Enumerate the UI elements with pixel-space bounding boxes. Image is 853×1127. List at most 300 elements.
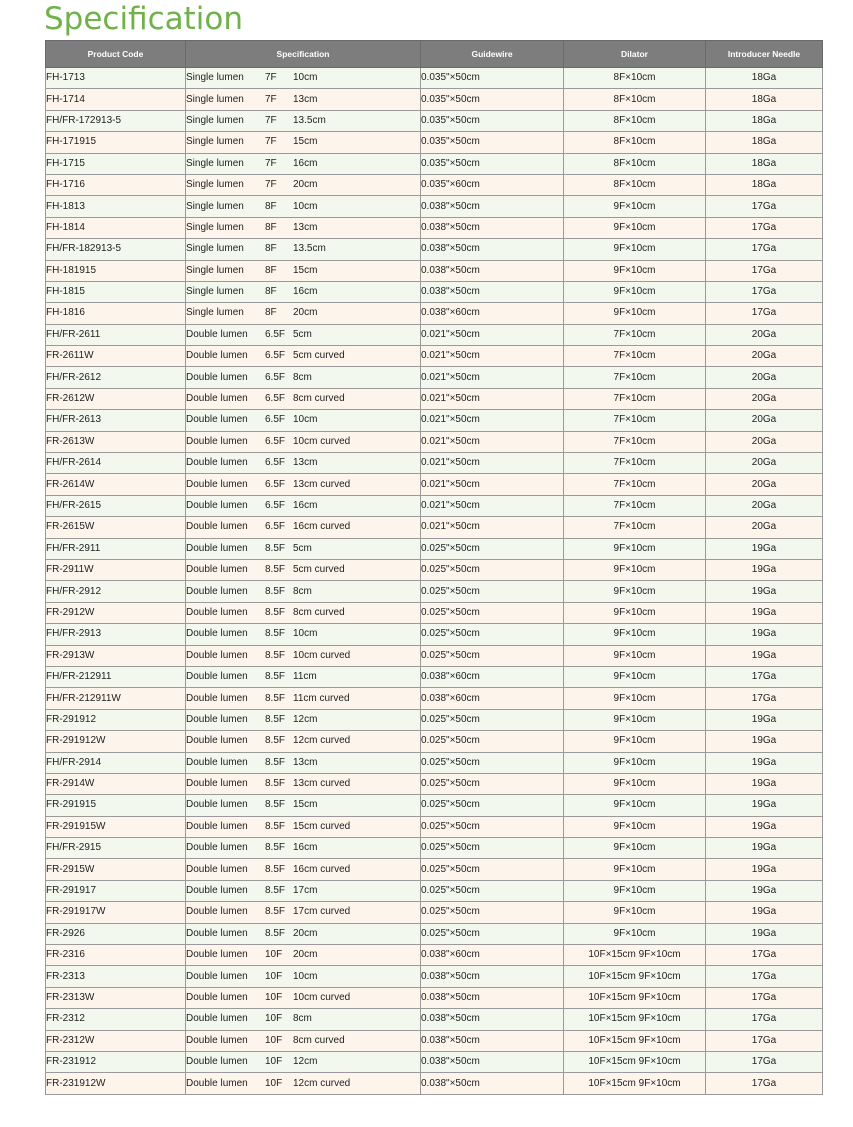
guidewire-cell: 0.038"×50cm (421, 196, 564, 217)
introducer-needle-cell: 17Ga (706, 281, 823, 302)
catheter-length: 13cm curved (293, 478, 351, 490)
introducer-needle-cell: 19Ga (706, 752, 823, 773)
lumen-type: Double lumen (186, 393, 248, 405)
introducer-needle-cell: 17Ga (706, 1051, 823, 1072)
guidewire-cell: 0.021"×50cm (421, 410, 564, 431)
product-code-cell: FH-181915 (46, 260, 186, 281)
guidewire-cell: 0.038"×50cm (421, 260, 564, 281)
lumen-type: Double lumen (186, 1077, 248, 1089)
guidewire-cell: 0.038"×50cm (421, 217, 564, 238)
product-code-cell: FR-2313 (46, 966, 186, 987)
dilator-cell: 7F×10cm (564, 453, 706, 474)
dilator-cell: 9F×10cm (564, 816, 706, 837)
catheter-size: 8.5F (265, 820, 286, 832)
specification-cell (186, 1051, 421, 1072)
product-code-cell: FH/FR-2612 (46, 367, 186, 388)
product-code-cell: FR-2613W (46, 431, 186, 452)
introducer-needle-cell: 17Ga (706, 945, 823, 966)
dilator-cell: 9F×10cm (564, 260, 706, 281)
lumen-type: Double lumen (186, 371, 248, 383)
dilator-cell: 9F×10cm (564, 602, 706, 623)
specification-cell (186, 153, 421, 174)
introducer-needle-cell: 18Ga (706, 110, 823, 131)
table-row (46, 752, 823, 773)
catheter-size: 6.5F (265, 500, 286, 511)
catheter-length: 10cm curved (293, 649, 351, 661)
product-code-cell: FR-2615W (46, 517, 186, 538)
specification-cell (186, 752, 421, 773)
introducer-needle-cell: 19Ga (706, 902, 823, 923)
catheter-length: 13cm (293, 756, 318, 768)
table-row (46, 795, 823, 816)
product-code-cell: FR-291912W (46, 731, 186, 752)
dilator-cell: 9F×10cm (564, 902, 706, 923)
introducer-needle-cell: 20Ga (706, 517, 823, 538)
lumen-type: Double lumen (186, 863, 248, 875)
introducer-needle-cell: 20Ga (706, 388, 823, 409)
guidewire-cell: 0.038"×60cm (421, 666, 564, 687)
table-row (46, 453, 823, 474)
lumen-type: Double lumen (186, 585, 248, 597)
specification-cell (186, 388, 421, 409)
product-code-cell: FR-291917 (46, 880, 186, 901)
catheter-length: 10cm (293, 628, 318, 640)
lumen-type: Single lumen (186, 157, 244, 169)
catheter-length: 8cm (293, 371, 312, 383)
guidewire-cell: 0.038"×50cm (421, 239, 564, 260)
dilator-cell: 10F×15cm 9F×10cm (564, 1073, 706, 1094)
catheter-length: 12cm curved (293, 735, 351, 747)
dilator-cell: 7F×10cm (564, 474, 706, 495)
guidewire-cell: 0.038"×50cm (421, 281, 564, 302)
lumen-type: Single lumen (186, 243, 244, 255)
specification-cell (186, 68, 421, 89)
table-row (46, 132, 823, 153)
dilator-cell: 8F×10cm (564, 110, 706, 131)
dilator-cell: 8F×10cm (564, 132, 706, 153)
lumen-type: Double lumen (186, 500, 248, 511)
guidewire-cell: 0.025"×50cm (421, 731, 564, 752)
lumen-type: Double lumen (186, 1056, 248, 1068)
dilator-cell: 9F×10cm (564, 880, 706, 901)
product-code-cell: FR-2926 (46, 923, 186, 944)
dilator-cell: 9F×10cm (564, 688, 706, 709)
product-code-cell: FH-1816 (46, 303, 186, 324)
lumen-type: Double lumen (186, 991, 248, 1003)
guidewire-cell: 0.025"×50cm (421, 624, 564, 645)
product-code-cell: FH-1815 (46, 281, 186, 302)
product-code-cell: FR-2312 (46, 1009, 186, 1030)
guidewire-cell: 0.021"×50cm (421, 495, 564, 516)
specification-cell (186, 902, 421, 923)
catheter-size: 7F (265, 179, 277, 191)
table-row (46, 495, 823, 516)
introducer-needle-cell: 17Ga (706, 1073, 823, 1094)
catheter-size: 8.5F (265, 649, 286, 661)
catheter-length: 10cm curved (293, 991, 351, 1003)
specification-cell (186, 559, 421, 580)
dilator-cell: 9F×10cm (564, 795, 706, 816)
lumen-type: Single lumen (186, 72, 244, 84)
dilator-cell: 7F×10cm (564, 517, 706, 538)
dilator-cell: 9F×10cm (564, 559, 706, 580)
dilator-cell: 9F×10cm (564, 923, 706, 944)
specification-cell (186, 217, 421, 238)
product-code-cell: FH/FR-2911 (46, 538, 186, 559)
lumen-type: Single lumen (186, 286, 244, 298)
table-row (46, 1051, 823, 1072)
introducer-needle-cell: 17Ga (706, 966, 823, 987)
guidewire-cell: 0.021"×50cm (421, 324, 564, 345)
specification-cell (186, 688, 421, 709)
product-code-cell: FR-2313W (46, 987, 186, 1008)
catheter-size: 7F (265, 157, 277, 169)
table-row (46, 196, 823, 217)
table-row (46, 388, 823, 409)
table-row (46, 153, 823, 174)
catheter-length: 5cm (293, 328, 312, 340)
introducer-needle-cell: 20Ga (706, 453, 823, 474)
specification-cell (186, 453, 421, 474)
table-row (46, 987, 823, 1008)
table-row (46, 731, 823, 752)
catheter-size: 6.5F (265, 371, 286, 383)
catheter-length: 8cm curved (293, 1034, 345, 1046)
product-code-cell: FH/FR-2913 (46, 624, 186, 645)
introducer-needle-cell: 20Ga (706, 324, 823, 345)
catheter-size: 8F (265, 243, 277, 255)
guidewire-cell: 0.038"×60cm (421, 945, 564, 966)
catheter-length: 12cm (293, 713, 318, 725)
specification-cell (186, 709, 421, 730)
catheter-length: 13cm curved (293, 778, 351, 790)
catheter-size: 8.5F (265, 542, 286, 554)
table-row (46, 624, 823, 645)
product-code-cell: FR-2316 (46, 945, 186, 966)
guidewire-cell: 0.038"×50cm (421, 987, 564, 1008)
catheter-size: 8.5F (265, 671, 286, 683)
lumen-type: Double lumen (186, 457, 248, 469)
product-code-cell: FH/FR-212911W (46, 688, 186, 709)
specification-cell (186, 410, 421, 431)
catheter-size: 10F (265, 1077, 283, 1089)
column-header-guidewire: Guidewire (421, 41, 564, 68)
catheter-size: 8.5F (265, 585, 286, 597)
catheter-size: 8.5F (265, 885, 286, 897)
table-row (46, 773, 823, 794)
specification-cell (186, 324, 421, 345)
product-code-cell: FH/FR-172913-5 (46, 110, 186, 131)
dilator-cell: 9F×10cm (564, 581, 706, 602)
specification-cell (186, 1030, 421, 1051)
dilator-cell: 9F×10cm (564, 859, 706, 880)
specification-cell (186, 945, 421, 966)
table-row (46, 367, 823, 388)
table-row (46, 902, 823, 923)
lumen-type: Double lumen (186, 628, 248, 640)
specification-cell (186, 1073, 421, 1094)
specification-cell (186, 859, 421, 880)
catheter-size: 10F (265, 991, 283, 1003)
table-row (46, 666, 823, 687)
guidewire-cell: 0.035"×50cm (421, 153, 564, 174)
lumen-type: Single lumen (186, 93, 244, 105)
catheter-size: 8F (265, 264, 277, 276)
product-code-cell: FH/FR-182913-5 (46, 239, 186, 260)
product-code-cell: FR-2911W (46, 559, 186, 580)
guidewire-cell: 0.035"×50cm (421, 132, 564, 153)
catheter-size: 8.5F (265, 713, 286, 725)
introducer-needle-cell: 19Ga (706, 602, 823, 623)
guidewire-cell: 0.021"×50cm (421, 474, 564, 495)
dilator-cell: 7F×10cm (564, 324, 706, 345)
dilator-cell: 10F×15cm 9F×10cm (564, 1009, 706, 1030)
guidewire-cell: 0.025"×50cm (421, 838, 564, 859)
table-row (46, 68, 823, 89)
dilator-cell: 9F×10cm (564, 303, 706, 324)
catheter-length: 10cm (293, 970, 318, 982)
guidewire-cell: 0.025"×50cm (421, 902, 564, 923)
specification-cell (186, 1009, 421, 1030)
introducer-needle-cell: 17Ga (706, 303, 823, 324)
product-code-cell: FH-1716 (46, 174, 186, 195)
specification-cell (186, 281, 421, 302)
catheter-size: 8.5F (265, 927, 286, 939)
catheter-length: 20cm (293, 179, 318, 191)
lumen-type: Double lumen (186, 778, 248, 790)
introducer-needle-cell: 19Ga (706, 816, 823, 837)
introducer-needle-cell: 17Ga (706, 239, 823, 260)
catheter-size: 8F (265, 221, 277, 233)
catheter-length: 8cm (293, 1013, 312, 1025)
table-row (46, 945, 823, 966)
catheter-size: 8F (265, 200, 277, 212)
guidewire-cell: 0.021"×50cm (421, 517, 564, 538)
table-row (46, 260, 823, 281)
lumen-type: Double lumen (186, 692, 248, 704)
catheter-length: 15cm (293, 799, 318, 811)
lumen-type: Double lumen (186, 606, 248, 618)
catheter-length: 10cm curved (293, 435, 351, 447)
introducer-needle-cell: 18Ga (706, 153, 823, 174)
table-row (46, 110, 823, 131)
introducer-needle-cell: 19Ga (706, 624, 823, 645)
guidewire-cell: 0.025"×50cm (421, 880, 564, 901)
catheter-length: 12cm curved (293, 1077, 351, 1089)
catheter-length: 13cm (293, 221, 318, 233)
specification-table (45, 40, 823, 1095)
dilator-cell: 7F×10cm (564, 431, 706, 452)
guidewire-cell: 0.025"×50cm (421, 602, 564, 623)
catheter-size: 6.5F (265, 328, 286, 340)
specification-cell (186, 773, 421, 794)
catheter-length: 8cm (293, 585, 312, 597)
catheter-size: 7F (265, 136, 277, 148)
catheter-length: 5cm (293, 542, 312, 554)
table-row (46, 688, 823, 709)
introducer-needle-cell: 17Ga (706, 260, 823, 281)
catheter-size: 8.5F (265, 799, 286, 811)
dilator-cell: 9F×10cm (564, 239, 706, 260)
dilator-cell: 9F×10cm (564, 538, 706, 559)
product-code-cell: FH-1813 (46, 196, 186, 217)
product-code-cell: FH-1715 (46, 153, 186, 174)
catheter-length: 16cm (293, 500, 318, 511)
guidewire-cell: 0.038"×50cm (421, 966, 564, 987)
catheter-length: 15cm (293, 136, 318, 148)
catheter-length: 20cm (293, 949, 318, 961)
table-row (46, 923, 823, 944)
product-code-cell: FH/FR-2914 (46, 752, 186, 773)
introducer-needle-cell: 19Ga (706, 581, 823, 602)
table-row (46, 1009, 823, 1030)
specification-cell (186, 110, 421, 131)
dilator-cell: 9F×10cm (564, 773, 706, 794)
dilator-cell: 10F×15cm 9F×10cm (564, 1030, 706, 1051)
catheter-size: 8F (265, 286, 277, 298)
guidewire-cell: 0.025"×50cm (421, 773, 564, 794)
catheter-size: 8.5F (265, 692, 286, 704)
specification-cell (186, 581, 421, 602)
lumen-type: Double lumen (186, 713, 248, 725)
page-title: Specification (44, 1, 244, 37)
guidewire-cell: 0.025"×50cm (421, 709, 564, 730)
guidewire-cell: 0.035"×50cm (421, 68, 564, 89)
specification-cell (186, 517, 421, 538)
guidewire-cell: 0.025"×50cm (421, 795, 564, 816)
table-row (46, 559, 823, 580)
catheter-size: 7F (265, 72, 277, 84)
introducer-needle-cell: 18Ga (706, 132, 823, 153)
lumen-type: Double lumen (186, 1013, 248, 1025)
dilator-cell: 8F×10cm (564, 68, 706, 89)
guidewire-cell: 0.038"×50cm (421, 1030, 564, 1051)
table-row (46, 239, 823, 260)
dilator-cell: 8F×10cm (564, 174, 706, 195)
catheter-length: 13cm (293, 457, 318, 469)
product-code-cell: FH/FR-2915 (46, 838, 186, 859)
guidewire-cell: 0.038"×60cm (421, 688, 564, 709)
dilator-cell: 8F×10cm (564, 153, 706, 174)
lumen-type: Double lumen (186, 521, 248, 533)
product-code-cell: FR-231912W (46, 1073, 186, 1094)
catheter-length: 13.5cm (293, 114, 326, 126)
lumen-type: Single lumen (186, 200, 244, 212)
table-row (46, 538, 823, 559)
dilator-cell: 10F×15cm 9F×10cm (564, 1051, 706, 1072)
catheter-length: 15cm curved (293, 820, 351, 832)
catheter-length: 16cm (293, 157, 318, 169)
catheter-length: 17cm (293, 885, 318, 897)
lumen-type: Double lumen (186, 949, 248, 961)
product-code-cell: FH/FR-212911 (46, 666, 186, 687)
guidewire-cell: 0.038"×50cm (421, 1073, 564, 1094)
dilator-cell: 10F×15cm 9F×10cm (564, 966, 706, 987)
guidewire-cell: 0.025"×50cm (421, 581, 564, 602)
guidewire-cell: 0.021"×50cm (421, 453, 564, 474)
catheter-length: 10cm (293, 414, 318, 426)
introducer-needle-cell: 19Ga (706, 645, 823, 666)
table-row (46, 346, 823, 367)
catheter-size: 10F (265, 949, 283, 961)
product-code-cell: FR-2612W (46, 388, 186, 409)
column-header-dilator: Dilator (564, 41, 706, 68)
lumen-type: Single lumen (186, 221, 244, 233)
catheter-length: 17cm curved (293, 906, 351, 918)
catheter-length: 16cm (293, 286, 318, 298)
lumen-type: Double lumen (186, 756, 248, 768)
guidewire-cell: 0.025"×50cm (421, 923, 564, 944)
lumen-type: Double lumen (186, 842, 248, 854)
catheter-size: 6.5F (265, 414, 286, 426)
catheter-size: 10F (265, 970, 283, 982)
product-code-cell: FH/FR-2614 (46, 453, 186, 474)
specification-cell (186, 795, 421, 816)
product-code-cell: FR-2914W (46, 773, 186, 794)
guidewire-cell: 0.035"×50cm (421, 89, 564, 110)
catheter-length: 13.5cm (293, 243, 326, 255)
dilator-cell: 9F×10cm (564, 731, 706, 752)
catheter-size: 6.5F (265, 393, 286, 405)
product-code-cell: FR-2611W (46, 346, 186, 367)
specification-cell (186, 624, 421, 645)
specification-cell (186, 966, 421, 987)
table-row (46, 859, 823, 880)
guidewire-cell: 0.025"×50cm (421, 559, 564, 580)
product-code-cell: FH-1714 (46, 89, 186, 110)
catheter-length: 16cm (293, 842, 318, 854)
specification-cell (186, 367, 421, 388)
dilator-cell: 9F×10cm (564, 666, 706, 687)
lumen-type: Double lumen (186, 927, 248, 939)
catheter-size: 6.5F (265, 521, 286, 533)
catheter-length: 11cm (293, 671, 317, 683)
dilator-cell: 8F×10cm (564, 89, 706, 110)
dilator-cell: 9F×10cm (564, 645, 706, 666)
introducer-needle-cell: 17Ga (706, 196, 823, 217)
catheter-length: 20cm (293, 307, 318, 319)
catheter-size: 8.5F (265, 564, 286, 576)
dilator-cell: 9F×10cm (564, 217, 706, 238)
catheter-size: 8.5F (265, 778, 286, 790)
lumen-type: Double lumen (186, 671, 248, 683)
catheter-length: 16cm curved (293, 521, 351, 533)
catheter-size: 8F (265, 307, 277, 319)
dilator-cell: 10F×15cm 9F×10cm (564, 987, 706, 1008)
column-header-specification: Specification (186, 41, 421, 68)
guidewire-cell: 0.025"×50cm (421, 752, 564, 773)
specification-cell (186, 303, 421, 324)
specification-cell (186, 666, 421, 687)
catheter-length: 5cm curved (293, 350, 345, 362)
table-row (46, 281, 823, 302)
product-code-cell: FR-2913W (46, 645, 186, 666)
specification-cell (186, 602, 421, 623)
lumen-type: Double lumen (186, 542, 248, 554)
table-row (46, 645, 823, 666)
introducer-needle-cell: 19Ga (706, 773, 823, 794)
product-code-cell: FH/FR-2613 (46, 410, 186, 431)
specification-cell (186, 89, 421, 110)
dilator-cell: 9F×10cm (564, 196, 706, 217)
specification-cell (186, 838, 421, 859)
catheter-length: 20cm (293, 927, 318, 939)
introducer-needle-cell: 20Ga (706, 410, 823, 431)
catheter-length: 13cm (293, 93, 318, 105)
dilator-cell: 9F×10cm (564, 752, 706, 773)
product-code-cell: FR-231912 (46, 1051, 186, 1072)
catheter-size: 6.5F (265, 435, 286, 447)
